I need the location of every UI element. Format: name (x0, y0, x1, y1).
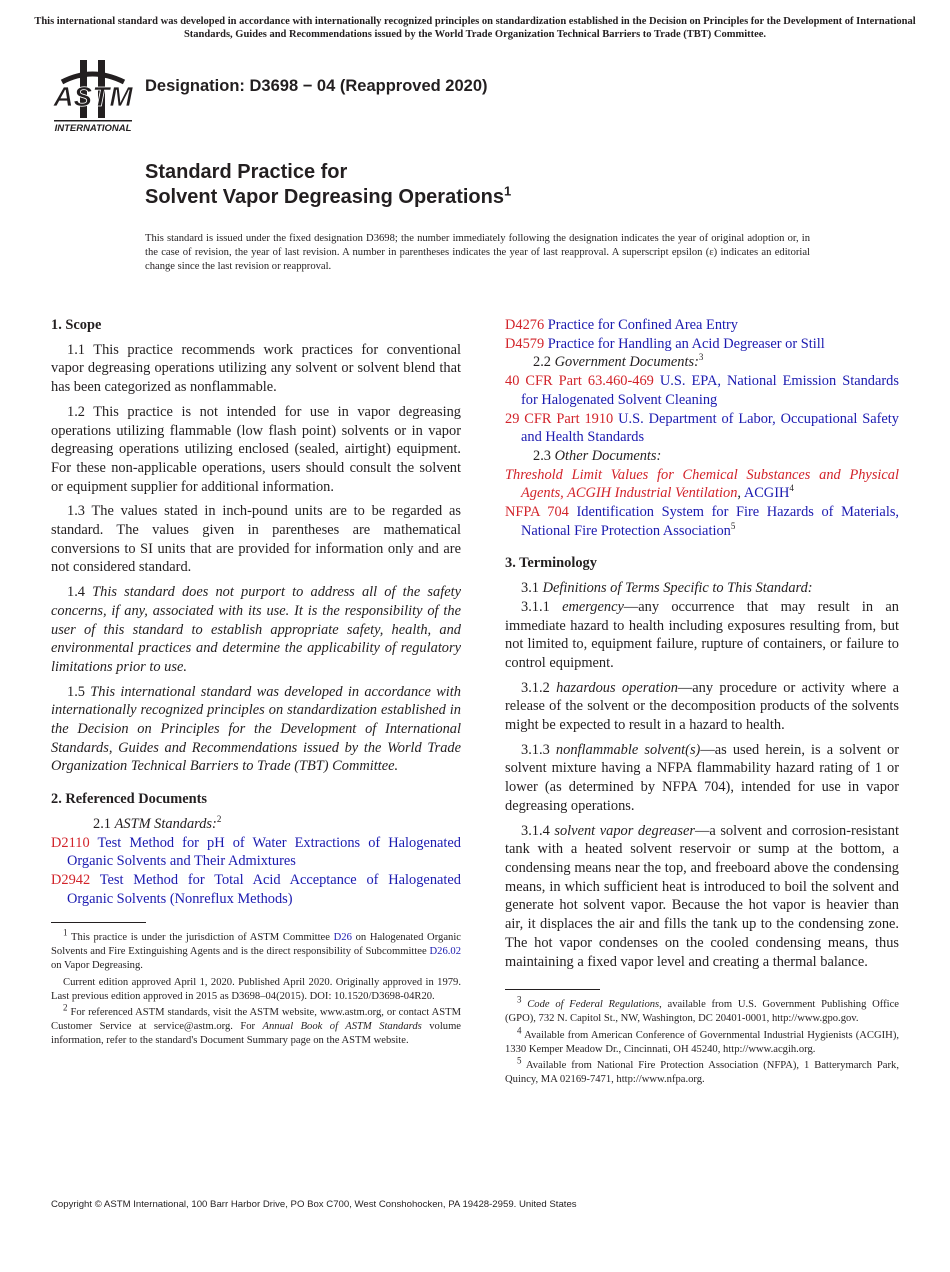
ref-d2942 (51, 871, 461, 908)
ref-d2110 (51, 834, 461, 871)
footnote-rule (51, 922, 146, 923)
ref-code-link[interactable]: D4579 (505, 335, 545, 352)
ref-title-link[interactable]: Practice for Confined Area Entry (547, 317, 739, 333)
designation: Designation: D3698 − 04 (Reapproved 2020) (145, 77, 488, 95)
scope-1-5 (51, 683, 461, 777)
term-nonflammable-solvent (505, 741, 899, 816)
term-solvent-vapor-degreaser (505, 822, 899, 972)
gov-label: Government Documents: (554, 354, 699, 371)
definitions-label (505, 579, 899, 598)
scope-1-5-text: This international standard was developed in accordance with internationally recognized principles on standardization established in the Decision on Principles for the Development of International Standards, Guides and Recommendations issued by the World Trade Organization Technical Barriers to Trade (TBT) Committee. (51, 683, 461, 775)
logo-subtitle: INTERNATIONAL (54, 123, 132, 134)
astm-footnote-ref[interactable]: 2 (216, 814, 222, 825)
ref-acgih (505, 466, 899, 503)
title-line-2 (145, 185, 511, 210)
ref-code-link[interactable]: D4276 (505, 317, 545, 333)
fn-text: on Vapor Degreasing. (51, 959, 143, 971)
logo-wordmark: ASTM (53, 81, 133, 112)
ref-code-link[interactable]: Threshold Limit Values for Chemical Substances and Physical Agents, ACGIH Industrial Ventilation (505, 466, 899, 502)
ref-title-link[interactable]: Identification System for Fire Hazards of Materials, National Fire Protection Association (521, 504, 900, 539)
footnotes-left (51, 922, 461, 1047)
fn-text-italic: Code of Federal Regulations (527, 999, 660, 1011)
scope-heading: 1. Scope (51, 317, 102, 333)
title-footnote-ref[interactable]: 1 (503, 183, 512, 199)
ref-nfpa704 (505, 503, 899, 540)
term-name: hazardous operation (556, 679, 678, 696)
fn-text-italic: Annual Book of ASTM Standards (262, 1021, 422, 1033)
footnote-1-edition: Current edition approved April 1, 2020. Published April 2020. Originally approved in 1979. Last previous edition approved in 2015 as D3698–04(2015). DOI: 10.1520/D3698-04R20. (51, 976, 461, 1002)
gov-docs-label (505, 353, 899, 372)
footnote-rule (505, 989, 600, 990)
nfpa-footnote-ref[interactable]: 5 (730, 520, 736, 531)
term-num: 3.1.2 (521, 679, 550, 696)
fn-text: This practice is under the jurisdiction of ASTM Committee (71, 932, 330, 944)
fn-num: 5 (517, 1055, 522, 1066)
ref-code-link[interactable]: 29 CFR Part 1910 (505, 410, 614, 427)
astm-logo-icon (52, 56, 134, 134)
fn-text: For referenced ASTM standards, visit the ASTM website, www.astm.org, or contact ASTM Customer Service at service@astm.org. For (51, 1007, 462, 1033)
term-hazardous-operation (505, 679, 899, 735)
scope-1-4-num: 1.4 (67, 584, 85, 601)
astm-num: 2.1 (93, 815, 111, 832)
terminology-heading: 3. Terminology (505, 555, 597, 572)
scope-1-5-num: 1.5 (67, 683, 85, 700)
term-definition: —as used herein, is a solvent or solvent mixture having a NFPA flammability hazard rating of 1 or lower (as determined by NFPA 704), intended for use in vapor degreasing operations. (505, 741, 899, 814)
ref-code-link[interactable]: NFPA 704 (505, 504, 569, 521)
term-name: emergency (562, 598, 624, 615)
left-column (51, 316, 461, 1051)
ref-title-link[interactable]: Practice for Handling an Acid Degreaser or Still (547, 335, 825, 352)
ref-40cfr (505, 372, 899, 409)
footnote-5 (505, 1055, 899, 1087)
title-line-2-text: Solvent Vapor Degreasing Operations (145, 186, 504, 208)
other-docs-label (505, 447, 899, 466)
ref-title-link[interactable]: Test Method for pH of Water Extractions of Halogenated Organic Solvents and Their Admixtures (67, 834, 461, 870)
ref-d4579 (505, 335, 899, 354)
astm-standards-label (51, 815, 461, 834)
other-label: Other Documents: (554, 447, 662, 464)
fn-text: on Halogenated Organic Solvents and Fire Extinguishing Agents and is the direct responsibility of Subcommittee (51, 932, 461, 958)
definitions-num: 3.1 (521, 580, 539, 597)
ref-separator: , (737, 485, 741, 502)
tbt-top-note: This international standard was developed in accordance with internationally recognized principles on standardization established in the Decision on Principles for the Development of International Standards, Guides and Recommendations issued by the World Trade Organization Technical Barriers to Trade (TBT) Committee. (34, 16, 916, 40)
ref-code-link[interactable]: D2942 (51, 871, 91, 888)
ref-title-link[interactable]: U.S. EPA, National Emission Standards for Halogenated Solvent Cleaning (521, 373, 899, 408)
ref-title-link[interactable]: ACGIH (743, 485, 790, 502)
acgih-footnote-ref[interactable]: 4 (789, 483, 794, 494)
title-line-1: Standard Practice for (145, 161, 348, 183)
fn-text: , available from U.S. Government Publishing Office (GPO), 732 N. Capitol St., NW, Washington, DC 20401-0001, http://www.gpo.gov. (505, 999, 899, 1024)
fn-text: volume information, refer to the standard's Document Summary page on the ASTM website. (51, 1021, 462, 1046)
footnote-1 (51, 927, 461, 972)
copyright-footer: Copyright © ASTM International, 100 Barr Harbor Drive, PO Box C700, West Conshohocken, PA 19428-2959. United States (51, 1199, 577, 1210)
footnote-3 (505, 994, 899, 1026)
scope-1-4 (51, 583, 461, 677)
fn-num: 1 (63, 927, 68, 938)
term-definition: —any occurrence that may result in an immediate hazard to health including exposures resulting from, but not limited to, equipment failure, rupture of containers, or failure to control equipment. (505, 598, 899, 671)
gov-footnote-ref[interactable]: 3 (698, 352, 704, 363)
fn-num: 3 (517, 994, 522, 1005)
scope-1-1: 1.1 This practice recommends work practices for conventional vapor degreasing operations utilizing any solvent or solvent blend that has been categorized as nonflammable. (51, 341, 461, 396)
issued-note: This standard is issued under the fixed designation D3698; the number immediately following the designation indicates the year of original adoption or, in the case of revision, the year of last revision. A number in parentheses indicates the year of last reapproval. A superscript epsilon (ε) indicates an editorial change since the last revision or reapproval. (145, 233, 810, 272)
scope-1-3: 1.3 The values stated in inch-pound units are to be regarded as standard. The values given in parentheses are mathematical conversions to SI units that are provided for information only and are not considered standard. (51, 503, 461, 576)
gov-num: 2.2 (533, 354, 551, 371)
term-num: 3.1.4 (521, 822, 550, 839)
ref-code-link[interactable]: 40 CFR Part 63.460-469 (505, 373, 654, 390)
fn-num: 2 (63, 1002, 68, 1013)
document-title (145, 160, 511, 210)
definitions-text: Definitions of Terms Specific to This Standard: (542, 580, 813, 597)
referenced-heading: 2. Referenced Documents (51, 791, 207, 808)
term-num: 3.1.1 (521, 598, 550, 615)
right-column (505, 316, 899, 1090)
subcommittee-d26-02-link[interactable]: D26.02 (429, 946, 461, 958)
term-definition: —a solvent and corrosion-resistant tank with a heated solvent reservoir or sump at the bottom, a condensing means near the top, and freeboard above the condensing means, in which sufficient heat is introduced to boil the solvent and generate hot solvent vapor. Because the hot vapor is heavier than air, it displaces the air and fills the tank up to the condensing zone. The hot vapor condenses on the cooled condensing means, thus maintaining a fixed vapor level and creating a thermal balance. (505, 822, 899, 970)
fn-text: Available from National Fire Protection Association (NFPA), 1 Batterymarch Park, Quincy, MA 02169-7471, http://www.nfpa.org. (505, 1060, 899, 1086)
scope-1-4-text: This standard does not purport to address all of the safety concerns, if any, associated with its use. It is the responsibility of the user of this standard to establish appropriate safety, health, and environmental practices and determine the applicability of regulatory limitations prior to use. (51, 584, 461, 675)
footnote-2 (51, 1002, 462, 1047)
ref-d4276 (505, 316, 899, 335)
footnote-4 (505, 1025, 899, 1057)
ref-code-link[interactable]: D2110 (51, 834, 90, 851)
ref-title-link[interactable]: Test Method for Total Acid Acceptance of Halogenated Organic Solvents (Nonreflux Methods) (67, 871, 461, 907)
term-definition: —any procedure or activity where a release of the solvent or the decomposition products of the solvents might be expected to result in a hazard to health. (505, 679, 900, 734)
ref-29cfr (505, 410, 899, 447)
term-name: nonflammable solvent(s) (555, 741, 701, 758)
ref-title-link[interactable]: U.S. Department of Labor, Occupational Safety and Health Standards (521, 410, 899, 446)
committee-d26-link[interactable]: D26 (333, 932, 352, 944)
astm-label: ASTM Standards: (114, 815, 217, 832)
footnotes-right (505, 989, 899, 1087)
term-num: 3.1.3 (521, 741, 550, 758)
term-name: solvent vapor degreaser (554, 822, 695, 839)
fn-text: Available from American Conference of Governmental Industrial Hygienists (ACGIH), 1330 Kemper Meadow Dr., Cincinnati, OH 45240, http://www.acgih.org. (505, 1029, 899, 1055)
fn-num: 4 (517, 1025, 522, 1036)
term-emergency (505, 598, 899, 673)
other-num: 2.3 (533, 447, 551, 464)
scope-1-2: 1.2 This practice is not intended for use in vapor degreasing operations utilizing flammable (low flash point) solvents or in vapor degreasing operations utilizing enclosed (sealed, airtight) equipment. For these non-applicable operations, users should consult the solvent or equipment supplier for additional information. (51, 403, 461, 495)
